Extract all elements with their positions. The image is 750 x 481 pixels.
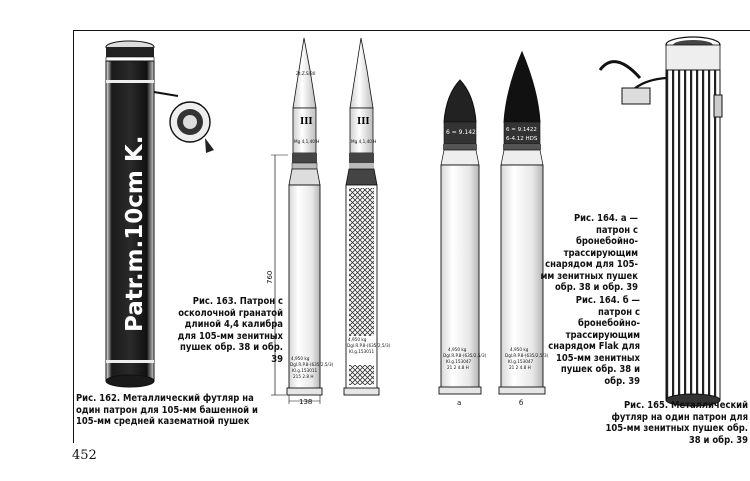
base-marking-a: 4,950 kg — [291, 356, 310, 361]
caption-fig-165: Рис. 165. Металлический футляр на один патрон для 105-мм зенитных пушек обр. 38 и обр. 39 — [605, 400, 748, 446]
sublabel-b: б — [519, 399, 524, 407]
base-d4: 21 2 4.8 H — [509, 365, 531, 370]
caption-fig-162: Рис. 162. Металлический футляр на один патрон для 105-мм башенной и 105-мм средней казематной пушек — [76, 393, 258, 427]
base-c3: Kl.g.153047 — [446, 359, 472, 364]
cut-marking-3: Kl.g.153011 — [349, 349, 375, 354]
cut-marking-1: 4,950 kg — [348, 337, 367, 342]
base-marking-a2: Dgl.R.P.8-(635/2,5/3) — [290, 362, 334, 367]
base-d1: 4,950 kg — [510, 347, 529, 352]
base-marking-a3: Kl.g.153011 — [292, 368, 318, 373]
base-c4: 21 2 4.8 H — [447, 365, 469, 370]
roman-mark-2: III — [357, 117, 370, 127]
base-d2: Dgl.R.P.8-(635/2,5/3) — [505, 353, 549, 358]
length-label: 760 — [266, 270, 274, 284]
ap-marking-b2: 6-4.12 HDS — [506, 136, 538, 142]
canister-label: Patr.m.10cm K. — [122, 135, 148, 332]
caption-fig-164b: Рис. 164. б — патрон с бронебойно-трассирующим снарядом Flak для 105-мм зенитных пушек обр. 38 и обр. 39 — [548, 295, 640, 387]
base-marking-a4: 215 2.8 H — [293, 374, 314, 379]
base-d3: Kl.g.153047 — [508, 359, 534, 364]
fuze-marking: Zt.Z.S/30 — [296, 71, 316, 76]
ap-marking-a: 6 = 9.1422 — [446, 129, 480, 136]
cartridge-163-exterior — [287, 38, 334, 395]
cut-marking-2: Dgl.R.P.8-(635/2,5/3) — [347, 343, 391, 348]
cartridge-163-cutaway — [344, 38, 391, 395]
base-c2: Dgl.R.P.8-(635/2,5/3) — [443, 353, 487, 358]
base-c1: 4,950 kg — [448, 347, 467, 352]
band-marking: Mg 4,1,40 H — [294, 139, 320, 144]
roman-mark: III — [300, 117, 313, 127]
sublabel-a: а — [457, 399, 462, 407]
band-marking-2: Mg 4,1,40 H — [351, 139, 377, 144]
caption-fig-163: Рис. 163. Патрон с осколочной гранатой длиной 4,4 калибра для 105-мм зенитных пушек обр. 38 и обр. 39 — [177, 296, 283, 365]
cartridge-164a — [439, 80, 487, 407]
caption-fig-164a: Рис. 164. а — патрон с бронебойно-трассирующим снарядом для 105-мм зенитных пушек обр. 38 и обр. 39 — [540, 213, 638, 293]
page-number: 452 — [72, 448, 97, 463]
ap-marking-b: 6 = 9.1422 — [506, 127, 537, 133]
width-label: 138 — [299, 398, 313, 406]
